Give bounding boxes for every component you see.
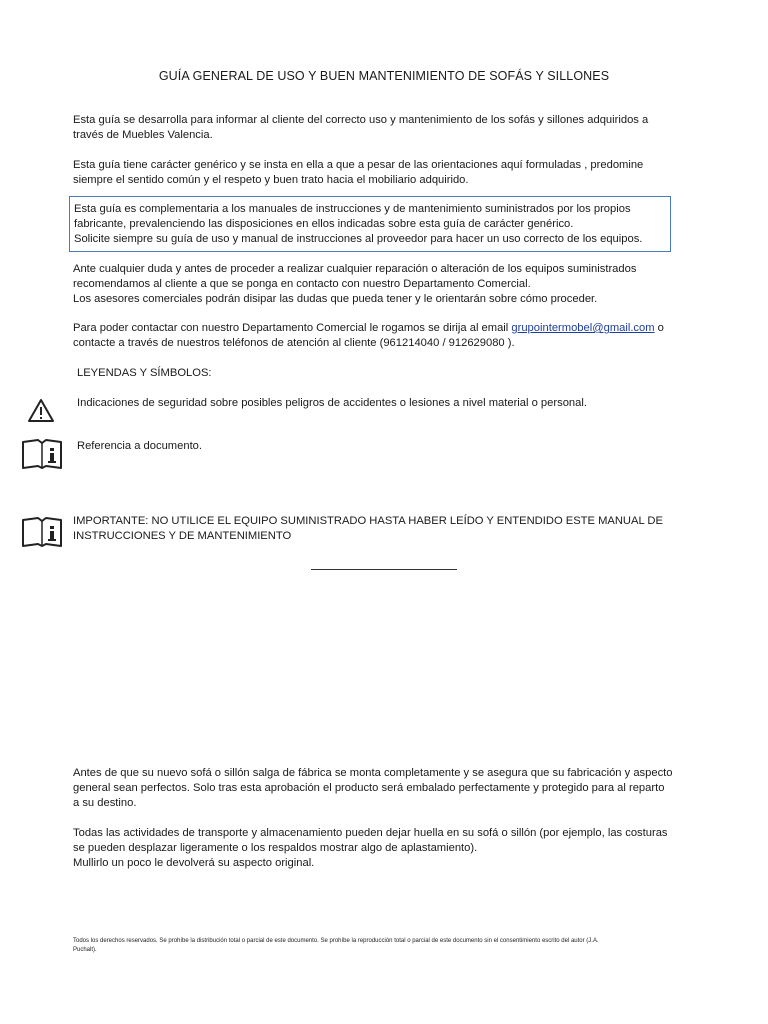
doubts-line: Ante cualquier duda y antes de proceder a realizar cualquier reparación o alteración de los equipos suministrados <box>73 263 637 275</box>
footer-line: Puchalt). <box>73 946 97 953</box>
doubts-line: Los asesores comerciales podrán disipar las dudas que pueda tener y le orientarán sobre cómo proceder. <box>73 293 598 305</box>
intro-line: Esta guía se desarrolla para informar al cliente del correcto uso y mantenimiento de los sofás y sillones adquiridos a <box>73 114 649 126</box>
important-notice <box>73 514 713 544</box>
manual-info-icon <box>21 516 63 548</box>
transport-line: Todas las actividades de transporte y almacenamiento pueden dejar huella en su sofá o sillón (por ejemplo, las costuras <box>73 827 668 839</box>
contact-line: Para poder contactar con nuestro Departamento Comercial le rogamos se dirija al email grupointermobel@gmail.com o <box>73 322 664 334</box>
complementary-notice-box <box>69 196 671 252</box>
doubts-line: recomendamos al cliente a que se ponga en contacto con nuestro Departamento Comercial. <box>73 278 531 290</box>
intro-paragraph-1 <box>73 113 713 143</box>
transport-line: Mullirlo un poco le devolverá su aspecto original. <box>73 857 315 869</box>
factory-paragraph <box>73 766 733 811</box>
email-link[interactable]: grupointermobel@gmail.com <box>511 322 655 334</box>
legend-heading: LEYENDAS Y SÍMBOLOS: <box>77 367 212 379</box>
intro-line: través de Muebles Valencia. <box>73 129 213 141</box>
intro-line: siempre el sentido común y el respeto y buen trato hacia el mobiliario adquirido. <box>73 174 469 186</box>
reference-legend-text: Referencia a documento. <box>77 440 203 452</box>
contact-paragraph <box>73 321 733 351</box>
factory-line: Antes de que su nuevo sofá o sillón salga de fábrica se monta completamente y se asegura que su fabricación y aspecto <box>73 767 673 779</box>
intro-paragraph-2 <box>73 158 713 188</box>
warning-legend-text: Indicaciones de seguridad sobre posibles peligros de accidentes o lesiones a nivel material o personal. <box>77 397 587 409</box>
factory-line: general sean perfectos. Solo tras esta aprobación el producto será embalado perfectamente y protegido para al reparto <box>73 782 665 794</box>
notice-line: fabricante, prevalenciendo las disposiciones en ellos indicadas sobre esta guía de carácter genérico. <box>74 218 574 230</box>
page-title: GUÍA GENERAL DE USO Y BUEN MANTENIMIENTO DE SOFÁS Y SILLONES <box>158 69 610 83</box>
transport-paragraph <box>73 826 733 871</box>
manual-info-icon <box>21 438 63 470</box>
contact-line: contacte a través de nuestros teléfonos de atención al cliente (961214040 / 912629080 ). <box>73 337 515 349</box>
doubts-paragraph <box>73 262 713 307</box>
important-line: INSTRUCCIONES Y DE MANTENIMIENTO <box>73 530 292 542</box>
footer-line: Todos los derechos reservados. Se prohíbe la distribución total o parcial de este documento. Se prohíbe la reproducción total o parcial de este documento sin el consentimiento escrito del autor (J.A. <box>73 938 599 944</box>
transport-line: se pueden desplazar ligeramente o los respaldos mostrar algo de aplastamiento). <box>73 842 478 854</box>
notice-line: Esta guía es complementaria a los manuales de instrucciones y de mantenimiento suministrados por los propios <box>74 203 631 215</box>
copyright-footer <box>73 937 693 954</box>
factory-line: a su destino. <box>73 797 137 809</box>
intro-line: Esta guía tiene carácter genérico y se insta en ella a que a pesar de las orientaciones aquí formuladas , predomine <box>73 159 644 171</box>
important-line: IMPORTANTE: NO UTILICE EL EQUIPO SUMINISTRADO HASTA HABER LEÍDO Y ENTENDIDO ESTE MANUAL DE <box>73 515 663 527</box>
section-divider <box>311 569 457 570</box>
warning-triangle-icon <box>27 398 55 424</box>
notice-line: Solicite siempre su guía de uso y manual de instrucciones al proveedor para hacer un uso correcto de los equipos. <box>74 233 643 245</box>
